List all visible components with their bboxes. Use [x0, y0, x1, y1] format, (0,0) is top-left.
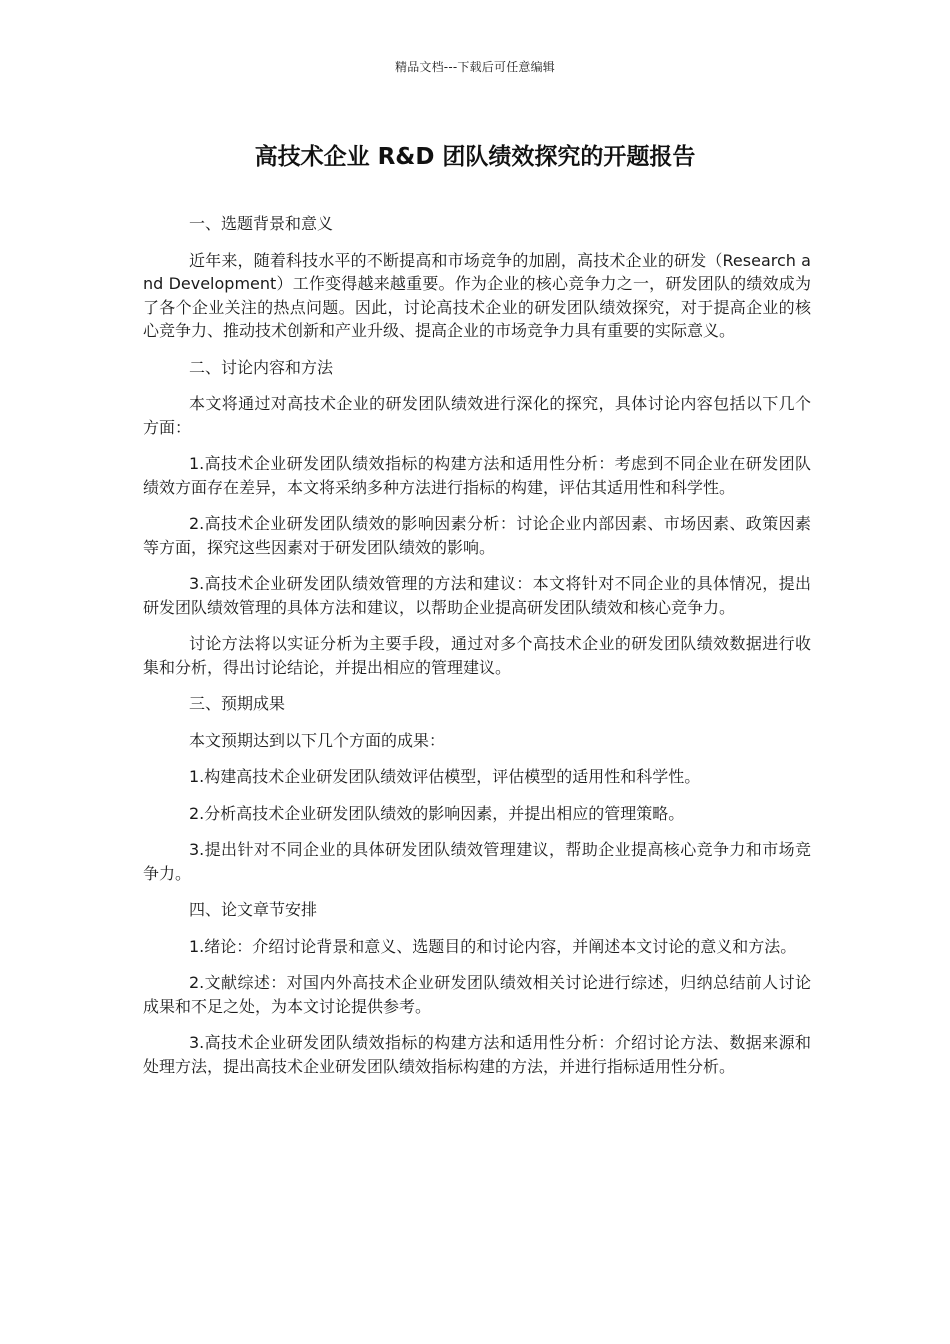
document-title: 高技术企业 R&D 团队绩效探究的开题报告 [254, 144, 696, 170]
header-note: 精品文档---下载后可任意编辑 [395, 60, 555, 74]
section-heading-expected-results: 三、预期成果 [189, 694, 286, 713]
section-heading-content-method: 二、讨论内容和方法 [189, 357, 334, 377]
document-body [143, 212, 811, 1091]
paragraph-content-intro: 本文将通过对高技术企业的研发团队绩效进行深化的探究，具体讨论内容包括以下几个方面： [143, 394, 811, 437]
section-heading-chapters: 四、论文章节安排 [189, 900, 318, 919]
list-item-chapter-3: 3.高技术企业研发团队绩效指标的构建方法和适用性分析：介绍讨论方法、数据来源和处理方法，提出高技术企业研发团队绩效指标构建的方法，并进行指标适用性分析。 [143, 1033, 811, 1076]
list-item-result-1: 1.构建高技术企业研发团队绩效评估模型，评估模型的适用性和科学性。 [189, 767, 701, 786]
list-item-result-3: 3.提出针对不同企业的具体研发团队绩效管理建议，帮助企业提高核心竞争力和市场竞争力。 [143, 840, 811, 883]
list-item-chapter-1: 1.绪论：介绍讨论背景和意义、选题目的和讨论内容，并阐述本文讨论的意义和方法。 [189, 936, 797, 956]
paragraph-background: 近年来，随着科技水平的不断提高和市场竞争的加剧，高技术企业的研发（Research and Development）工作变得越来越重要。作为企业的核心竞争力之一，研发团队的绩效成为了各个企业关注的热点问题。因此，讨论高技术企业的研发团队绩效探究，对于提高企业的核心竞争力、推动技术创新和产业升级、提高企业的市场竞争力具有重要的实际意义。 [143, 250, 811, 340]
list-item-result-2: 2.分析高技术企业研发团队绩效的影响因素，并提出相应的管理策略。 [189, 803, 685, 823]
paragraph-method: 讨论方法将以实证分析为主要手段，通过对多个高技术企业的研发团队绩效数据进行收集和分析，得出讨论结论，并提出相应的管理建议。 [143, 634, 811, 677]
list-item-content-1: 1.高技术企业研发团队绩效指标的构建方法和适用性分析：考虑到不同企业在研发团队绩效方面存在差异，本文将采纳多种方法进行指标的构建，评估其适用性和科学性。 [143, 454, 811, 497]
list-item-chapter-2: 2.文献综述：对国内外高技术企业研发团队绩效相关讨论进行综述，归纳总结前人讨论成果和不足之处，为本文讨论提供参考。 [143, 973, 811, 1016]
section-heading-background: 一、选题背景和意义 [189, 214, 334, 233]
list-item-content-2: 2.高技术企业研发团队绩效的影响因素分析：讨论企业内部因素、市场因素、政策因素等方面，探究这些因素对于研发团队绩效的影响。 [143, 514, 811, 557]
paragraph-results-intro: 本文预期达到以下几个方面的成果： [189, 730, 446, 750]
list-item-content-3: 3.高技术企业研发团队绩效管理的方法和建议：本文将针对不同企业的具体情况，提出研发团队绩效管理的具体方法和建议，以帮助企业提高研发团队绩效和核心竞争力。 [143, 574, 811, 617]
